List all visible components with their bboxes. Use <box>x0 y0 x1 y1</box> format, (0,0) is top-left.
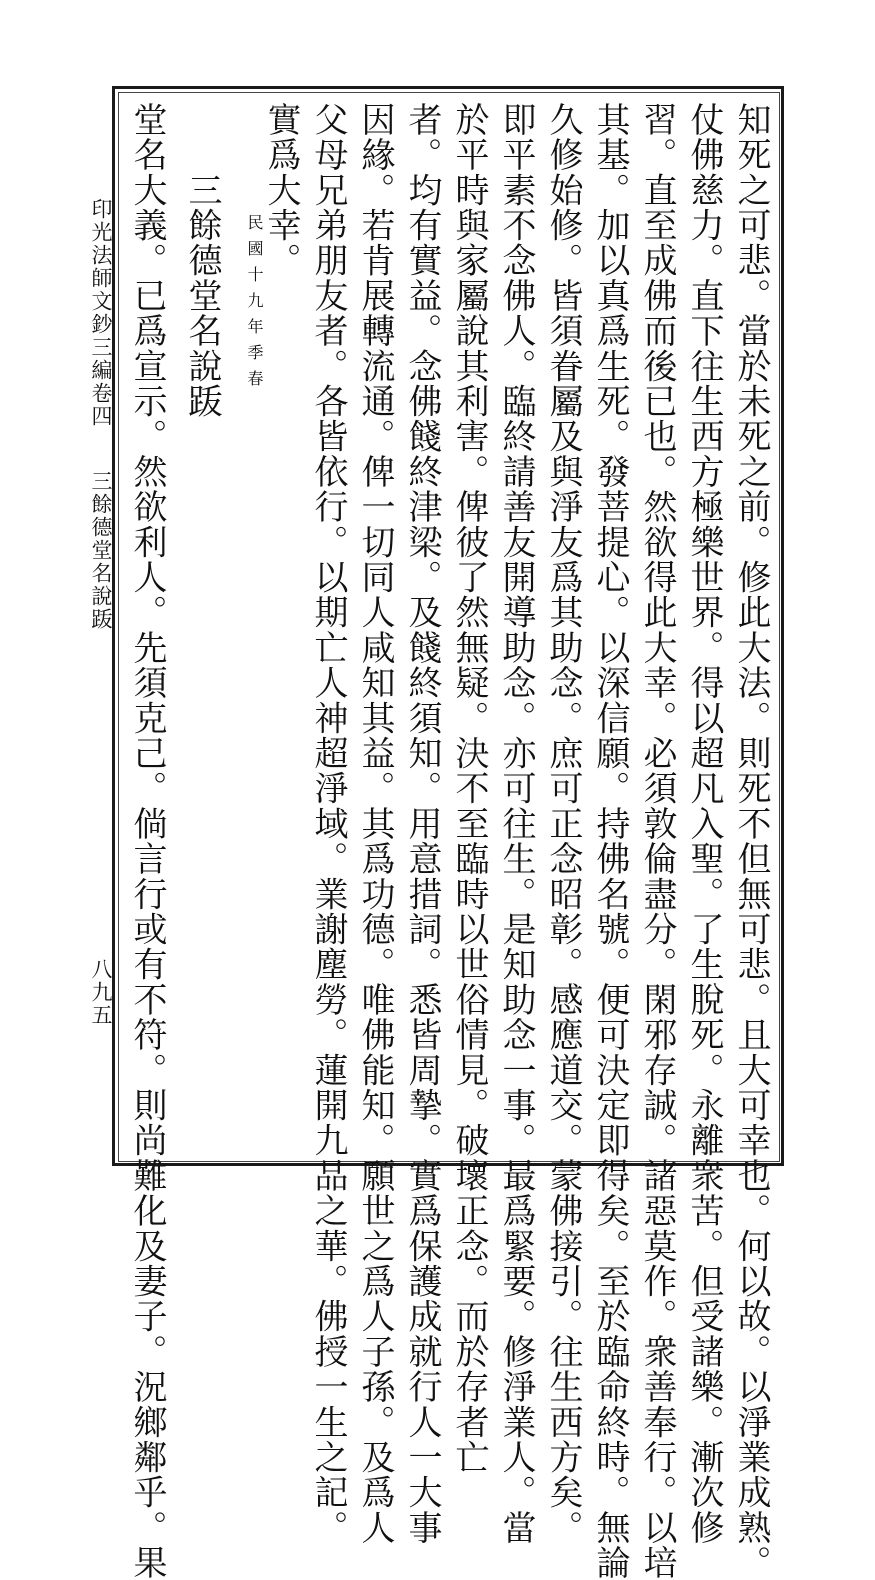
text-column: 習。直至成佛而後已也。然欲得此大幸。必須敦倫盡分。閑邪存誠。諸惡莫作。衆善奉行。以培 <box>637 102 677 1580</box>
text-column: 知死之可悲。當於未死之前。修此大法。則死不但無可悲。且大可幸也。何以故。以淨業成熟。 <box>731 102 771 1580</box>
text-column: 仗佛慈力。直下往生西方極樂世界。得以超凡入聖。了生脫死。永離衆苦。但受諸樂。漸次修 <box>684 102 724 1546</box>
text-column-closing: 實爲大幸。 <box>261 102 301 278</box>
text-column: 久修始修。皆須眷屬及與淨友爲其助念。庶可正念昭彰。感應道交。蒙佛接引。往生西方矣。 <box>543 102 583 1546</box>
text-column: 堂名大義。已爲宣示。然欲利人。先須克己。倘言行或有不符。則尚難化及妻子。況鄉鄰乎。果 <box>127 102 167 1580</box>
text-column: 於平時與家屬說其利害。俾彼了然無疑。決不至臨時以世俗情見。破壞正念。而於存者亡 <box>449 102 489 1475</box>
date-note: 民國十九年季春 <box>245 214 264 396</box>
book-title: 印光法師文鈔三編卷四 <box>89 198 113 428</box>
text-column: 即平素不念佛人。臨終請善友開導助念。亦可往生。是知助念一事。最爲緊要。修淨業人。當 <box>496 102 536 1546</box>
text-column: 其基。加以真爲生死。發菩提心。以深信願。持佛名號。便可決定即得矣。至於臨命終時。無論 <box>590 102 630 1580</box>
text-column: 者。均有實益。念佛餞終津梁。及餞終須知。用意措詞。悉皆周摯。實爲保護成就行人一大事 <box>402 102 442 1546</box>
text-column: 父母兄弟朋友者。各皆依行。以期亡人神超淨域。業謝塵勞。蓮開九品之華。佛授一生之記。 <box>308 102 348 1546</box>
section-title: 三餘德堂名說䟦 <box>89 470 113 631</box>
text-column: 因緣。若肯展轉流通。俾一切同人咸知其益。其爲功德。唯佛能知。願世之爲人子孫。及爲人 <box>355 102 395 1546</box>
essay-title: 三餘德堂名說䟦 <box>182 102 222 419</box>
page-number: 八九五 <box>89 958 113 1027</box>
